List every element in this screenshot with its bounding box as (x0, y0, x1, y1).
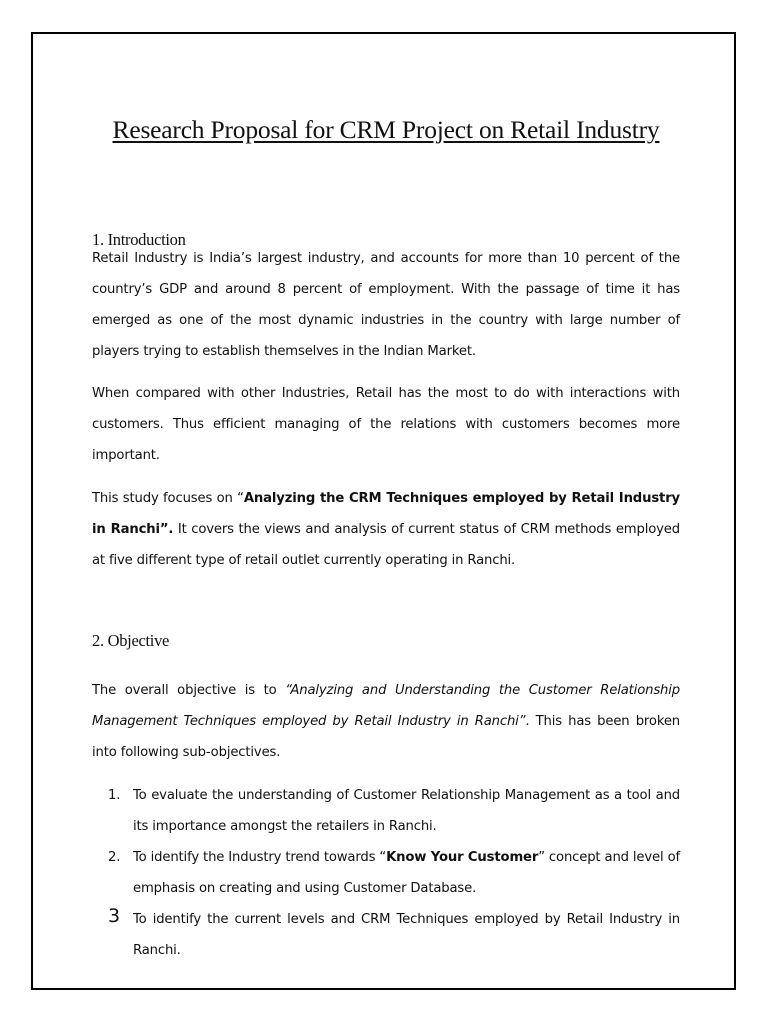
section-heading-introduction: 1. Introduction (92, 230, 186, 249)
study-title-bold: Analyzing the CRM Techniques employed by Retail Industry in Ranchi”. (92, 491, 680, 537)
objective-intro-paragraph (92, 675, 680, 768)
list-item (92, 780, 680, 842)
list-item-number: 3 (108, 905, 120, 927)
list-item-prefix: To identify the Industry trend towards “ (133, 850, 387, 865)
objective-suffix: . This has been broken into following sub-objectives. (92, 714, 681, 760)
page-border (31, 32, 736, 990)
list-item-number: 1. (108, 788, 121, 803)
list-item-text: To evaluate the understanding of Customer Relationship Management as a tool and its importance amongst the retailers in Ranchi. (133, 788, 680, 834)
list-item-text: To identify the current levels and CRM Techniques employed by Retail Industry in Ranchi. (133, 912, 680, 958)
intro-paragraph-1: Retail Industry is India’s largest industry, and accounts for more than 10 percent of the country’s GDP and around 8 percent of employment. With the passage of time it has emerged as one of the most dynamic industries in the country with large number of players trying to establish themselves in the Indian Market. (92, 251, 680, 359)
intro-paragraph-2: When compared with other Industries, Retail has the most to do with interactions with customers. Thus efficient managing of the relations with customers becomes more important. (92, 386, 680, 463)
objective-quote-italic: “Analyzing and Understanding the Customer Relationship Management Techniques employed by Retail Industry in Ranchi” (92, 683, 680, 729)
list-item (92, 842, 680, 904)
list-item-bold: Know Your Customer (386, 850, 539, 865)
section-heading-objective: 2. Objective (92, 631, 170, 650)
sub-objectives-list (92, 780, 680, 966)
study-suffix: It covers the views and analysis of current status of CRM methods employed at five different type of retail outlet currently operating in Ranchi. (92, 522, 680, 568)
study-focus-paragraph (92, 483, 680, 576)
study-prefix: This study focuses on “ (92, 491, 244, 506)
objective-prefix: The overall objective is to (92, 683, 286, 698)
list-item-number: 2. (108, 850, 121, 865)
list-item-suffix: ” concept and level of emphasis on creating and using Customer Database. (133, 850, 680, 896)
document-title: Research Proposal for CRM Project on Retail Industry (112, 115, 660, 144)
list-item (92, 904, 680, 966)
